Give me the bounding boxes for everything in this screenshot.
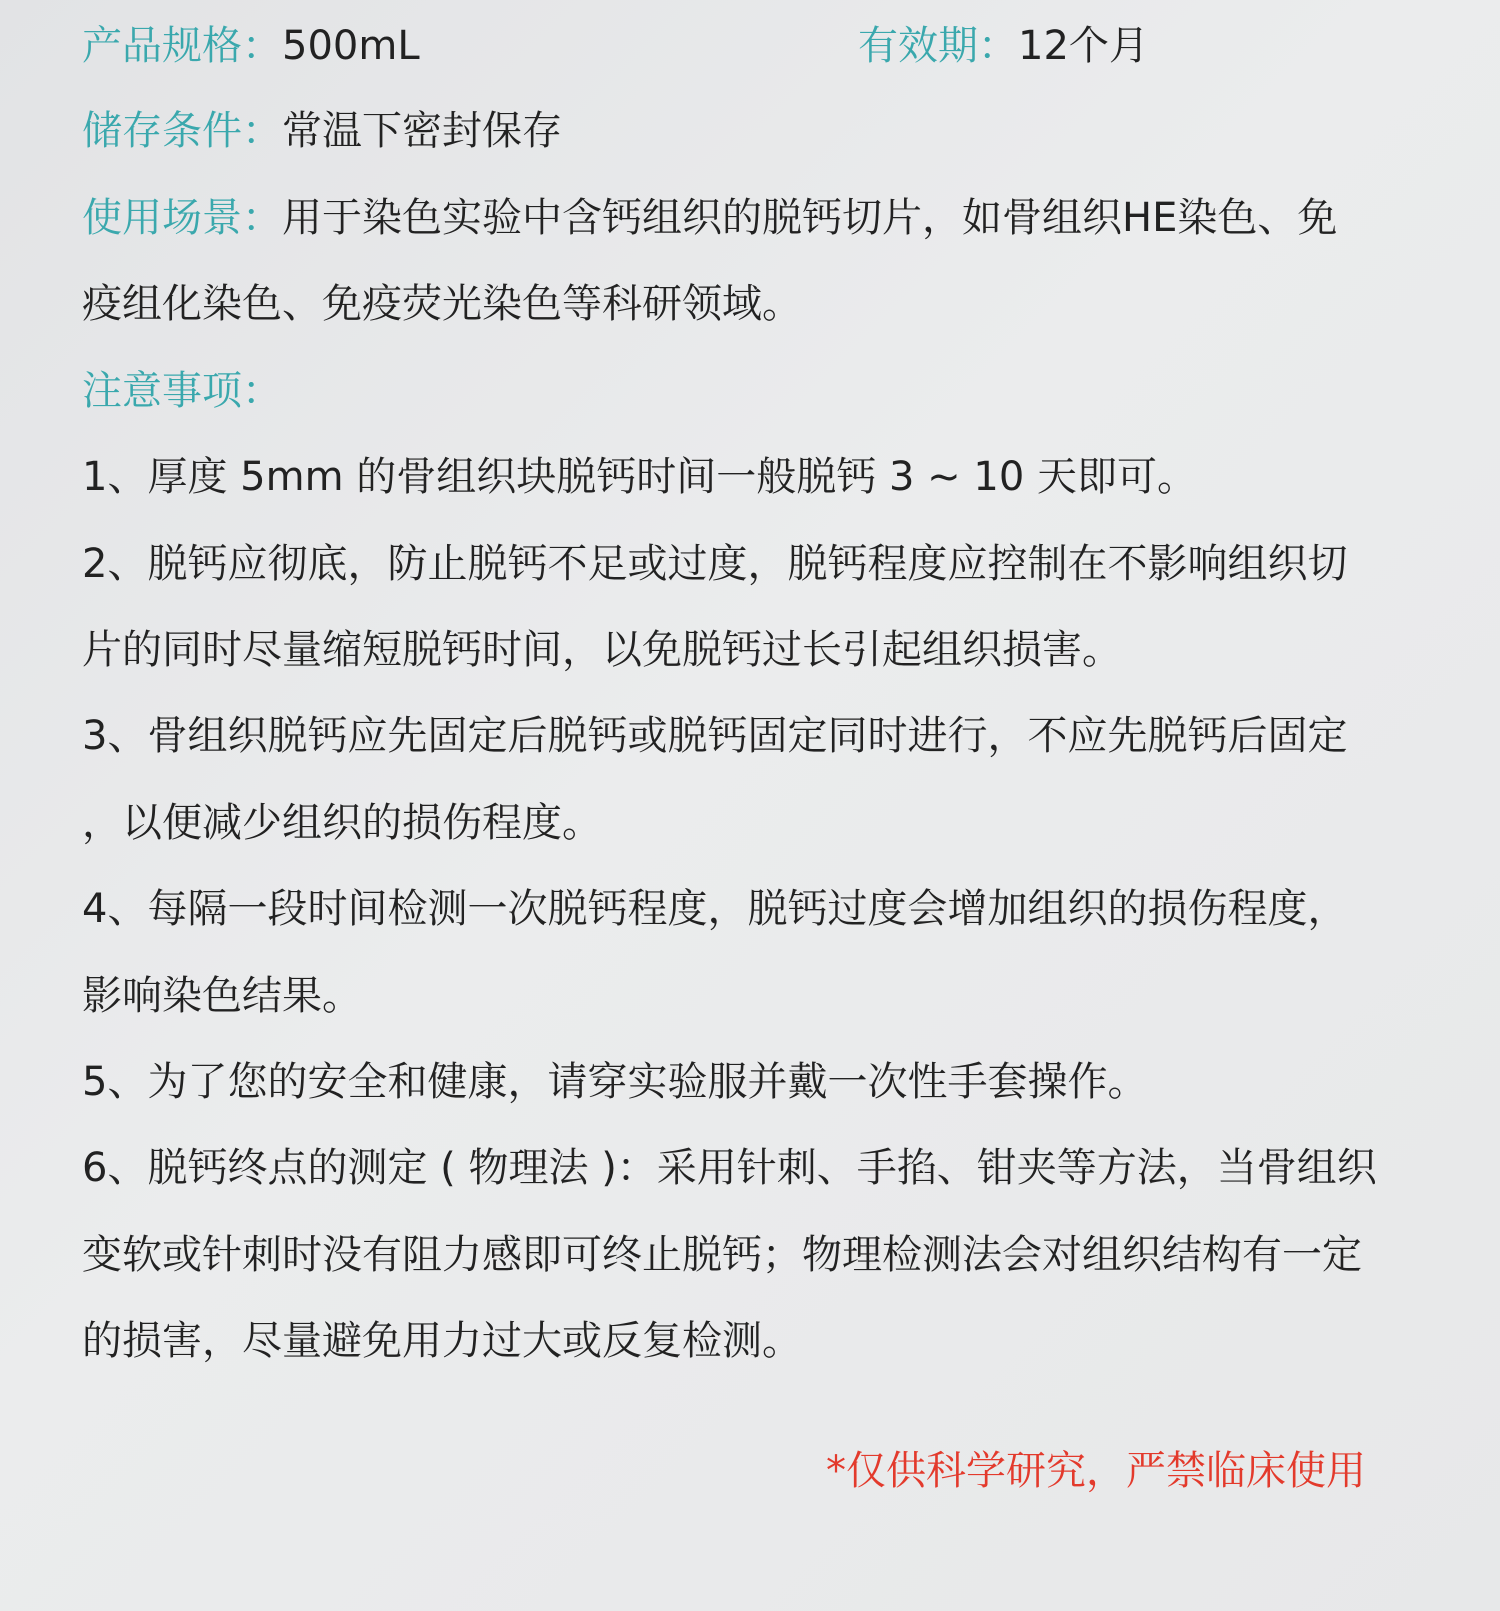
usage-text-line-1: 用于染色实验中含钙组织的脱钙切片，如骨组织HE染色、免 — [282, 195, 1338, 241]
research-only-disclaimer: *仅供科学研究，严禁临床使用 — [826, 1448, 1366, 1494]
note-line-10: 变软或针刺时没有阻力感即可终止脱钙；物理检测法会对组织结构有一定 — [82, 1232, 1362, 1278]
validity-row — [858, 22, 1149, 70]
note-line-11: 的损害，尽量避免用力过大或反复检测。 — [82, 1318, 802, 1364]
validity-value: 12个月 — [1018, 23, 1149, 69]
spec-value: 500mL — [282, 23, 420, 69]
storage-row — [82, 107, 562, 155]
note-line-9: 6、脱钙终点的测定 ( 物理法 )：采用针刺、手掐、钳夹等方法，当骨组织 — [82, 1145, 1377, 1191]
usage-label: 使用场景： — [82, 195, 282, 241]
note-line-4: 3、骨组织脱钙应先固定后脱钙或脱钙固定同时进行，不应先脱钙后固定 — [82, 713, 1348, 759]
usage-row — [82, 194, 1337, 242]
note-line-5: ，以便减少组织的损伤程度。 — [82, 800, 602, 846]
note-line-2: 2、脱钙应彻底，防止脱钙不足或过度，脱钙程度应控制在不影响组织切 — [82, 541, 1348, 587]
storage-label: 储存条件： — [82, 108, 282, 154]
note-line-3: 片的同时尽量缩短脱钙时间，以免脱钙过长引起组织损害。 — [82, 627, 1122, 673]
note-line-6: 4、每隔一段时间检测一次脱钙程度，脱钙过度会增加组织的损伤程度， — [82, 886, 1348, 932]
storage-value: 常温下密封保存 — [282, 108, 562, 154]
note-line-7: 影响染色结果。 — [82, 973, 362, 1019]
note-line-8: 5、为了您的安全和健康，请穿实验服并戴一次性手套操作。 — [82, 1059, 1148, 1105]
notes-heading: 注意事项： — [82, 368, 282, 414]
usage-text-line-2: 疫组化染色、免疫荧光染色等科研领域。 — [82, 281, 802, 327]
note-line-1: 1、厚度 5mm 的骨组织块脱钙时间一般脱钙 3 ~ 10 天即可。 — [82, 454, 1197, 500]
spec-row — [82, 22, 420, 70]
validity-label: 有效期： — [858, 23, 1018, 69]
spec-label: 产品规格： — [82, 23, 282, 69]
